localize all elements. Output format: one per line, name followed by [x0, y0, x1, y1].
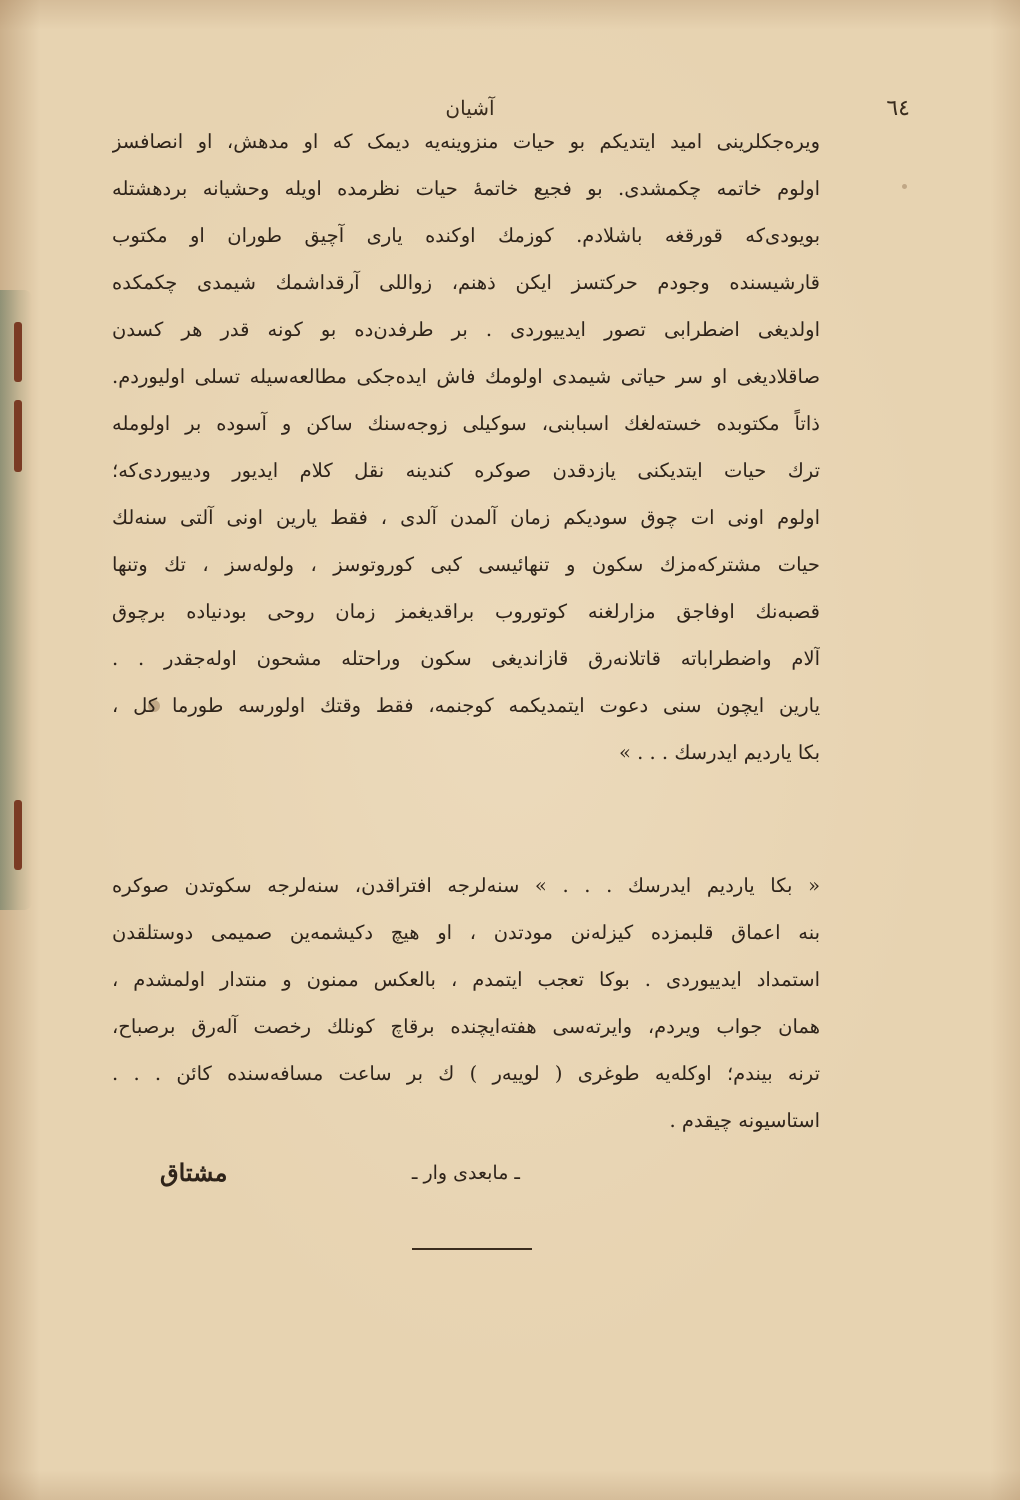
text-line: حیات مشترکه‌مزك سکون و تنهائیسی کبی کوروتوسز ، ولوله‌سز ، تك وتنها: [112, 553, 820, 576]
text-line: بکا یاردیم ایدرسك . . . »: [619, 741, 820, 764]
end-rule: [412, 1248, 532, 1250]
text-line: قارشیسنده وجودم حرکتسز ایکن ذهنم، زواللی آرقداشمك شیمدی چکمکده: [112, 271, 820, 294]
text-line: همان جواب ویردم، وایرته‌سی هفته‌ایچنده برقاچ کونلك رخصت آله‌رق برصباح،: [112, 1015, 820, 1038]
text-line: قصبه‌نك اوفاجق مزارلغنه کوتوروب براقدیغمز زمان روحی بودنیاده برچوق: [112, 600, 820, 623]
text-line: « بکا یاردیم ایدرسك . . . » سنه‌لرجه افتراقدن، سنه‌لرجه سکوتدن صوکره: [112, 874, 820, 897]
text-line: بویودی‌که قورقغه باشلادم. کوزمك اوکنده یاری آچیق طوران او مکتوب: [112, 224, 820, 247]
paper-spot: [902, 184, 907, 189]
text-line: یارین ایچون سنی دعوت ایتمدیکمه کوجنمه، فقط وقتك اولورسه طورما کل ،: [112, 694, 820, 717]
text-line: ترنه بیندم؛ اوکله‌یه طوغری ( لوییه‌ر ) ك بر ساعت مسافه‌سنده کائن . . .: [112, 1062, 820, 1085]
text-line: بنه اعماق قلبمزده کیزله‌نن مودتدن ، او هیچ دکیشمه‌ین صمیمی دوستلقدن: [112, 921, 820, 944]
running-title: آشیان: [445, 96, 495, 120]
text-line: اولوم اونی ات چوق سودیکم زمان آلمدن آلدی ، فقط یارین اونی آلتی سنه‌لك: [112, 506, 820, 529]
to-be-continued: ـ مابعدی وار ـ: [411, 1162, 520, 1184]
text-line: اولوم خاتمه چکمشدی. بو فجیع خاتمهٔ حیات نظرمده اویله وحشیانه بردهشتله: [112, 177, 820, 200]
text-line: ذاتاً مکتوبده خسته‌لغك اسبابنی، سوکیلی زوجه‌سنك ساکن و آسوده بر اولومله: [112, 412, 820, 435]
binding-stitch: [14, 322, 22, 382]
text-line: ترك حیات ایتدیکنی یازدقدن صوکره کندینه نقل کلام ایدیور ودییوردی‌که؛: [112, 459, 820, 482]
signature-row: [160, 1158, 520, 1202]
binding-stitch: [14, 400, 22, 472]
text-line: آلام واضطراباته قاتلانه‌رق قازاندیغی سکون وراحتله مشحون اوله‌جقدر . .: [112, 647, 820, 670]
paragraph-2: [112, 862, 820, 1144]
text-line: استمداد ایدییوردی . بوکا تعجب ایتمدم ، بالعکس ممنون و منتدار اولمشدم ،: [112, 968, 820, 991]
page-number: ٦٤: [886, 96, 910, 121]
text-line: اولدیغی اضطرابی تصور ایدییوردی . بر طرفدن‌ده بو کونه قدر هر کسدن: [112, 318, 820, 341]
author-name: مشتاق: [160, 1158, 228, 1187]
paragraph-1: [112, 118, 820, 776]
text-line: ویره‌جکلرینی امید ایتدیکم بو حیات منزوینه‌یه دیمک که او مدهش، او انصافسز: [112, 130, 820, 153]
text-line: استاسیونه چیقدم .: [669, 1109, 820, 1132]
binding-stitch: [14, 800, 22, 870]
text-line: صاقلادیغی او سر حیاتی شیمدی اولومك فاش ایده‌جکی مطالعه‌سیله تسلی اولیوردم.: [112, 365, 820, 388]
